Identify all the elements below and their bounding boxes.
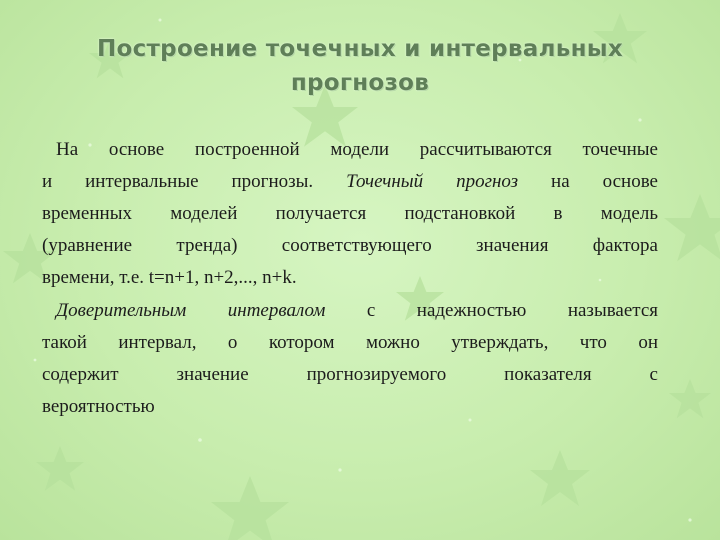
paragraph-line: вероятностью xyxy=(42,396,155,417)
paragraph-line: содержит значение прогнозируемого показателя с xyxy=(42,364,658,385)
star-icon xyxy=(664,194,720,261)
term-point-forecast: Точечный прогноз xyxy=(346,171,519,192)
sparkle-icon xyxy=(198,438,202,442)
star-icon xyxy=(211,476,289,540)
star-icon xyxy=(669,379,711,418)
star-icon xyxy=(36,446,84,491)
paragraph-line: такой интервал, о котором можно утверждать, что он xyxy=(42,332,658,353)
slide-title-line-2: прогнозов xyxy=(290,70,430,96)
star-icon xyxy=(530,450,590,506)
text-run: на основе xyxy=(518,171,658,192)
slide-title-line-1: Построение точечных и интервальных xyxy=(96,36,624,62)
sparkle-icon xyxy=(338,468,341,471)
paragraph-line: (уравнение тренда) соответствующего значения фактора xyxy=(42,235,658,256)
text-run: с надежностью называется xyxy=(325,300,659,321)
paragraph-line: временных моделей получается подстановкой в модель xyxy=(42,203,658,224)
sparkle-icon xyxy=(34,359,37,362)
paragraph-line: На основе построенной модели рассчитываются точечные xyxy=(56,139,658,160)
paragraph-confidence-interval xyxy=(42,295,658,423)
slide-title xyxy=(40,32,680,100)
term-confidence-interval: Доверительным интервалом xyxy=(56,300,326,321)
paragraph-line xyxy=(42,295,658,327)
text-run: и интервальные прогнозы. xyxy=(42,171,347,192)
slide-body xyxy=(42,134,658,424)
paragraph-line xyxy=(42,166,658,198)
paragraph-line: времени, т.е. t=n+1, n+2,..., n+k. xyxy=(42,267,297,288)
sparkle-icon xyxy=(159,19,162,22)
sparkle-icon xyxy=(638,118,641,121)
sparkle-icon xyxy=(688,518,691,521)
paragraph-point-forecast xyxy=(42,134,658,294)
